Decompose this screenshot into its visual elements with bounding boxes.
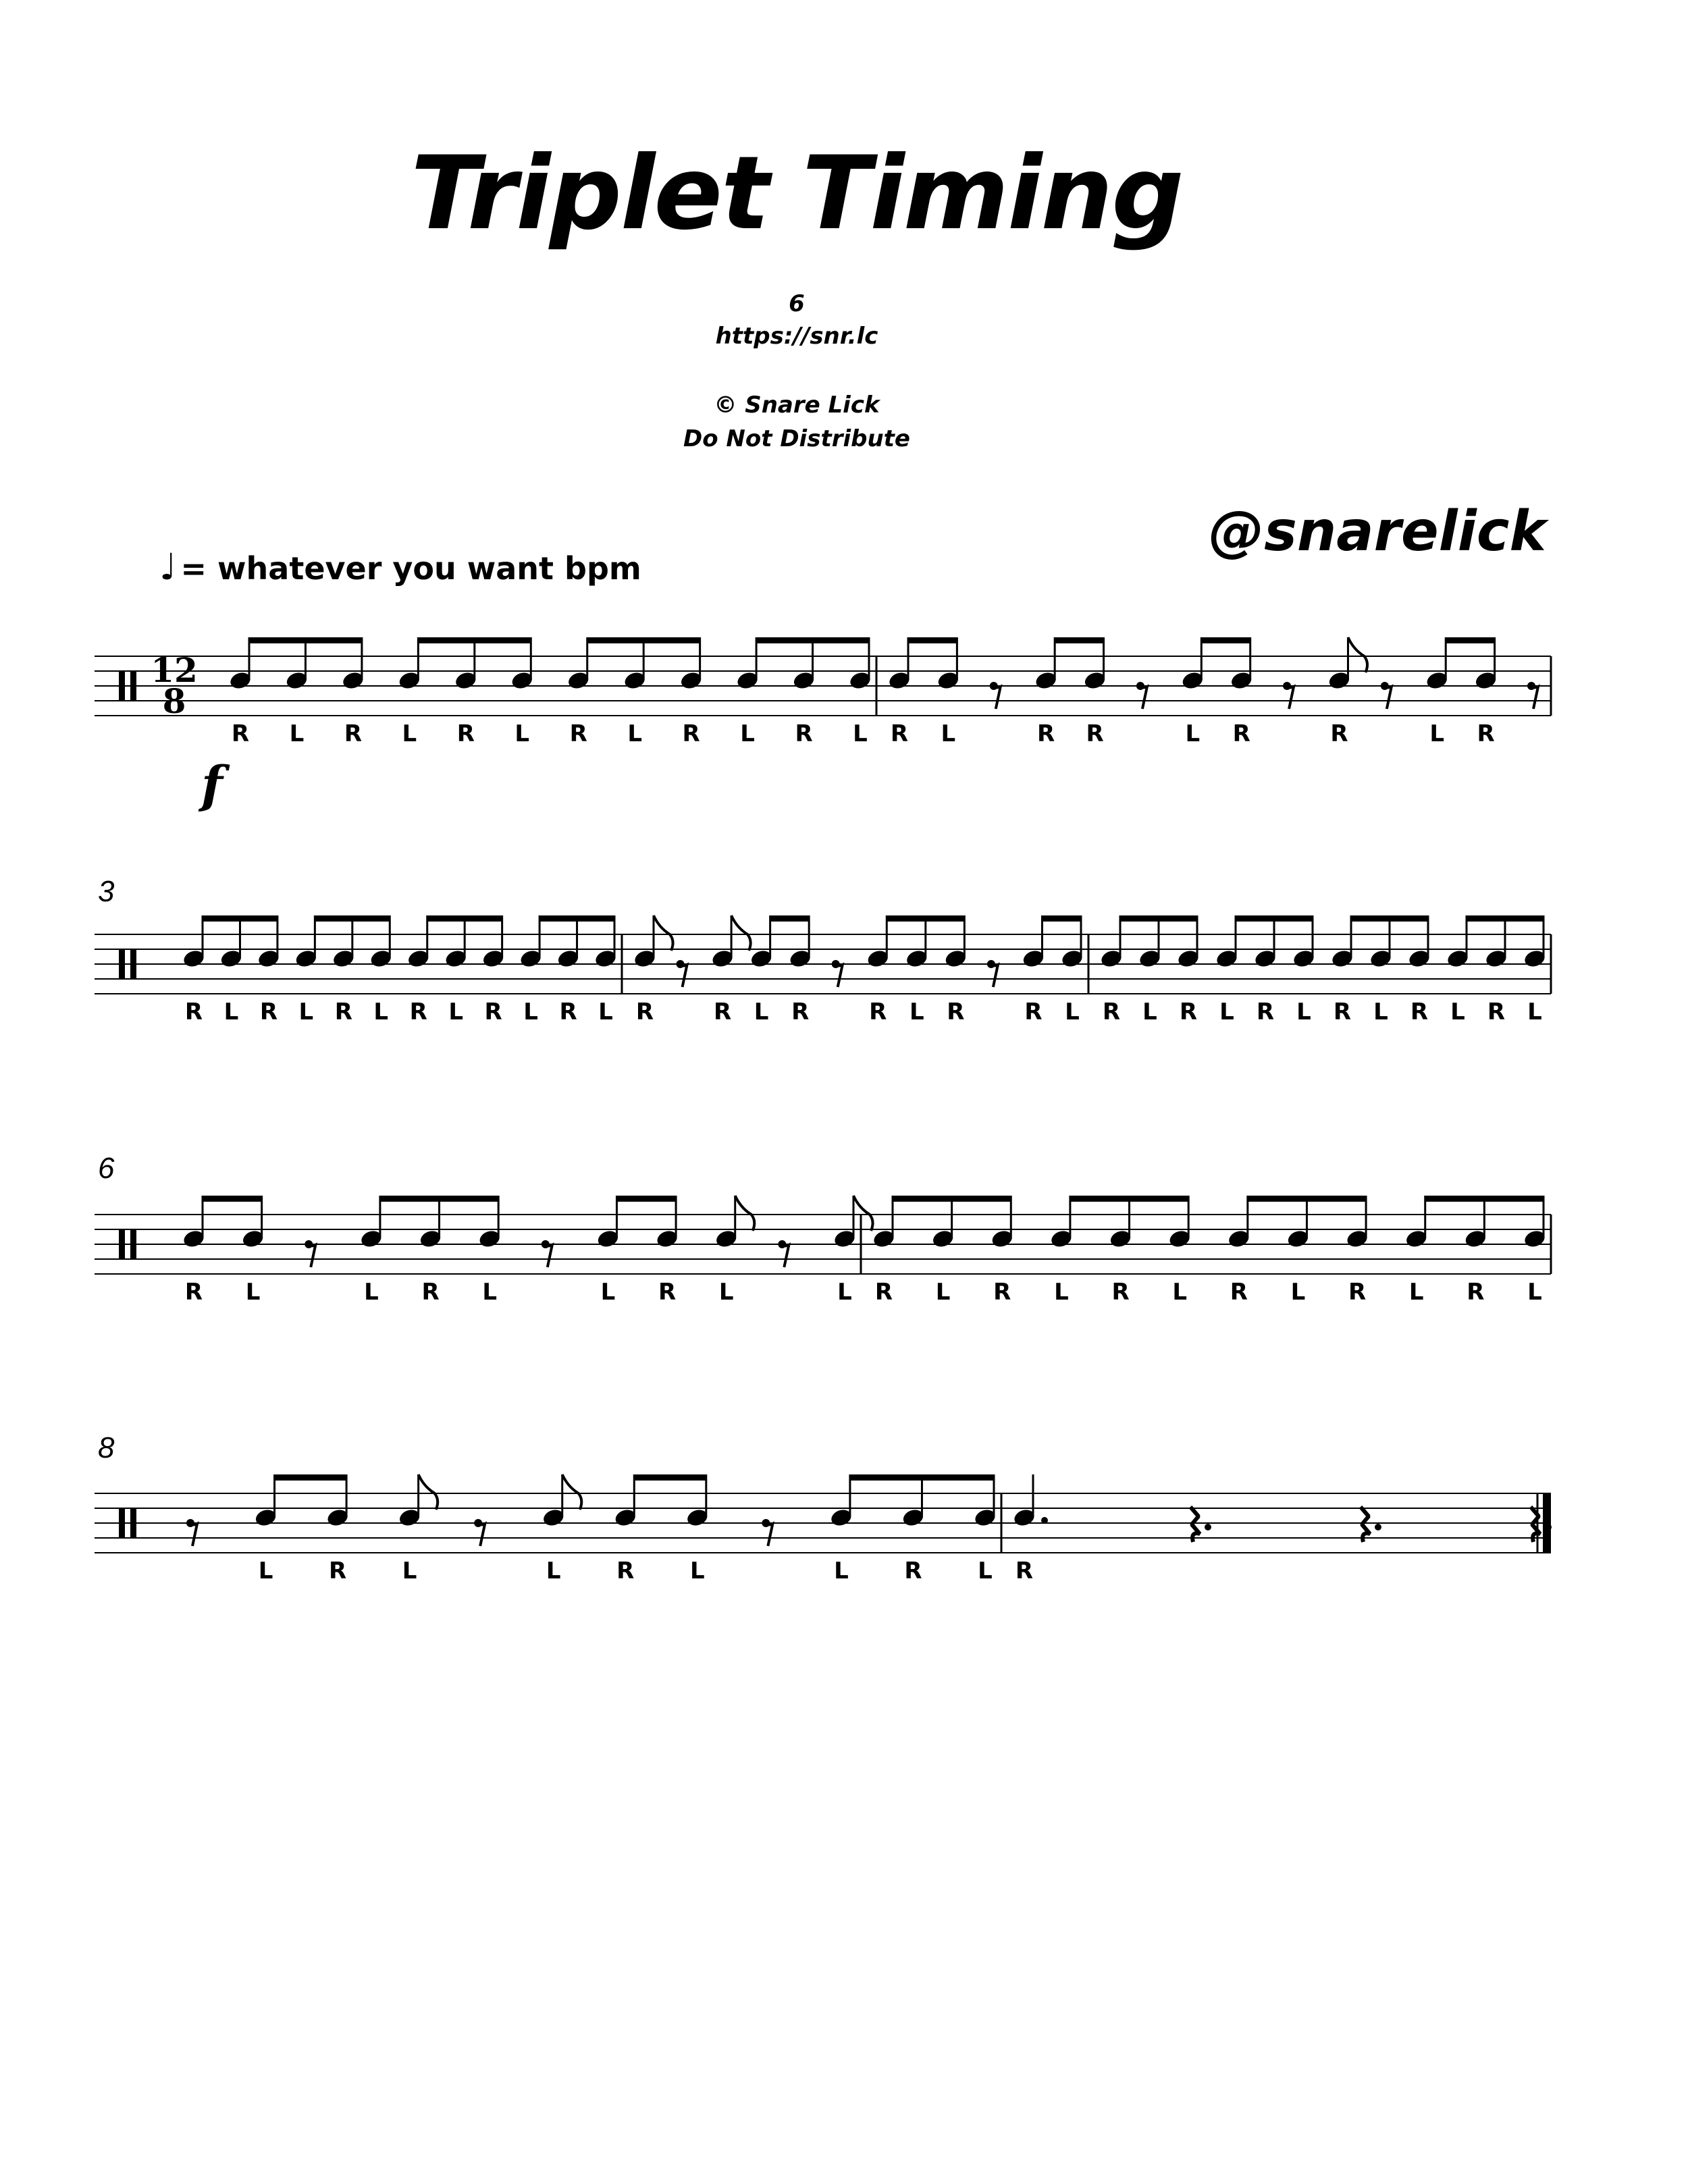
eighth-rest-dot (542, 1240, 550, 1248)
eighth-rest-dot (832, 960, 840, 968)
sticking-letter: R (904, 1557, 922, 1584)
social-handle[interactable]: @snarelick (1209, 500, 1546, 564)
sticking-letter: R (1467, 1279, 1485, 1306)
sticking-letter: L (523, 998, 538, 1026)
sticking-letter: L (1054, 1279, 1069, 1306)
sticking-letter: R (231, 720, 250, 747)
sticking-letter: R (993, 1279, 1011, 1306)
beam (427, 915, 502, 922)
sticking-letter: L (837, 1279, 852, 1306)
sticking-letter: L (258, 1557, 273, 1584)
eighth-rest-dot (990, 682, 998, 690)
beam (1247, 1196, 1365, 1202)
sticking-letter: R (409, 998, 427, 1026)
eighth-rest-dot (778, 1240, 786, 1248)
percussion-clef-bar (119, 949, 125, 979)
note-flag (654, 915, 673, 951)
time-signature-numerator: 12 (151, 650, 198, 690)
quarter-note-icon: ♩ (159, 545, 177, 588)
percussion-clef-bar (119, 1508, 125, 1538)
sticking-letter: L (515, 720, 530, 747)
eighth-rest-dot (474, 1519, 482, 1527)
note-flag (731, 915, 751, 951)
beam (539, 915, 614, 922)
beam (1445, 637, 1494, 643)
eighth-rest-dot (1527, 682, 1535, 690)
measure-number: 8 (98, 1431, 115, 1464)
sticking-letter: L (689, 1557, 705, 1584)
sticking-letter: R (1330, 720, 1348, 747)
sticking-letter: R (791, 998, 810, 1026)
sticking-letter: L (373, 998, 389, 1026)
eighth-rest-dot (1381, 682, 1389, 690)
exercise-number: 6 (789, 290, 805, 317)
beam (314, 915, 389, 922)
sticking-letter: R (658, 1279, 677, 1306)
sticking-letter: R (328, 1557, 347, 1584)
percussion-clef-bar (130, 671, 136, 701)
sticking-letter: R (1102, 998, 1121, 1026)
note-flag (1348, 637, 1367, 672)
sticking-letter: R (184, 998, 203, 1026)
sticking-letter: L (598, 998, 613, 1026)
sticking-letter: L (600, 1279, 616, 1306)
sticking-letter: L (1290, 1279, 1306, 1306)
sticking-letter: L (482, 1279, 498, 1306)
sticking-letter: L (718, 1279, 734, 1306)
sticking-letter: R (682, 720, 700, 747)
sticking-letter: L (1450, 998, 1465, 1026)
website-url[interactable]: https://snr.lc (715, 323, 878, 350)
distribution-notice: Do Not Distribute (683, 425, 910, 452)
augmentation-dot (1375, 1524, 1381, 1530)
eighth-rest-dot (987, 960, 995, 968)
sticking-letter: R (795, 720, 813, 747)
measure-number: 3 (98, 875, 115, 908)
sticking-letter: R (456, 720, 475, 747)
sticking-letter: L (935, 1279, 951, 1306)
sticking-letter: L (909, 998, 924, 1026)
sticking-letter: L (978, 1557, 993, 1584)
sticking-letter: L (223, 998, 239, 1026)
beam (1201, 637, 1249, 643)
sticking-letter: L (941, 720, 956, 747)
sticking-letter: L (546, 1557, 561, 1584)
beam (907, 637, 956, 643)
sticking-letter: R (1111, 1279, 1130, 1306)
sticking-letter: R (259, 998, 278, 1026)
percussion-clef-bar (130, 1229, 136, 1259)
beam (770, 915, 809, 922)
dynamic-forte: f (201, 756, 223, 814)
note-flag (735, 1196, 755, 1231)
sticking-letter: R (484, 998, 502, 1026)
eighth-rest-dot (186, 1519, 194, 1527)
measure-number: 6 (98, 1152, 115, 1185)
sticking-letter: L (1142, 998, 1157, 1026)
sticking-letter: L (853, 720, 868, 747)
sticking-letter: L (754, 998, 769, 1026)
beam (379, 1196, 498, 1202)
beam (1119, 915, 1196, 922)
sticking-letter: R (1348, 1279, 1367, 1306)
sticking-letter: L (1065, 998, 1080, 1026)
sticking-letter: L (245, 1279, 261, 1306)
sticking-letter: R (1487, 998, 1506, 1026)
time-signature-denominator: 8 (162, 681, 186, 721)
sticking-letter: L (402, 1557, 417, 1584)
beam (849, 1474, 993, 1481)
sticking-letter: R (1015, 1557, 1034, 1584)
sticking-letter: R (874, 1279, 893, 1306)
sticking-letter: L (1172, 1279, 1188, 1306)
augmentation-dot (1545, 1524, 1552, 1530)
beam (1425, 1196, 1543, 1202)
sticking-letter: L (627, 720, 643, 747)
sticking-letter: L (1408, 1279, 1424, 1306)
beam (1041, 915, 1080, 922)
sticking-letter: R (1232, 720, 1250, 747)
note-flag (419, 1474, 438, 1510)
eighth-rest-dot (762, 1519, 770, 1527)
beam (633, 1474, 706, 1481)
sticking-letter: L (448, 998, 464, 1026)
sticking-letter: R (713, 998, 732, 1026)
eighth-rest-dot (1136, 682, 1144, 690)
eighth-rest-dot (677, 960, 685, 968)
sticking-letter: R (947, 998, 965, 1026)
sticking-letter: R (334, 998, 352, 1026)
beam (587, 637, 700, 643)
beam (202, 1196, 261, 1202)
sticking-letter: R (635, 998, 654, 1026)
beam (1466, 915, 1543, 922)
sticking-letter: R (1410, 998, 1429, 1026)
tempo-text: = whatever you want bpm (180, 550, 641, 587)
percussion-clef-bar (130, 949, 136, 979)
sticking-letter: L (1527, 998, 1542, 1026)
page-title: Triplet Timing (411, 135, 1183, 252)
sticking-letter: R (421, 1279, 440, 1306)
augmentation-dot (1041, 1517, 1048, 1524)
beam (616, 1196, 675, 1202)
sticking-letter: L (834, 1557, 849, 1584)
note-flag (853, 1196, 873, 1231)
sticking-letter: R (1086, 720, 1104, 747)
sticking-letter: R (1037, 720, 1055, 747)
beam (886, 915, 964, 922)
beam (1070, 1196, 1188, 1202)
beam (892, 1196, 1010, 1202)
sticking-letter: L (289, 720, 305, 747)
sticking-letter: L (1373, 998, 1388, 1026)
percussion-clef-bar (119, 671, 125, 701)
sticking-letter: R (569, 720, 587, 747)
sticking-letter: L (364, 1279, 379, 1306)
beam (1054, 637, 1103, 643)
sticking-letter: L (1527, 1279, 1542, 1306)
sticking-letter: R (184, 1279, 203, 1306)
augmentation-dot (1205, 1524, 1211, 1530)
copyright-notice: © Snare Lick (714, 392, 880, 419)
sticking-letter: R (1230, 1279, 1248, 1306)
sticking-letter: R (1333, 998, 1352, 1026)
sticking-letter: L (298, 998, 314, 1026)
sticking-letter: L (1296, 998, 1311, 1026)
sticking-letter: L (740, 720, 755, 747)
sticking-letter: R (616, 1557, 635, 1584)
sticking-letter: R (890, 720, 909, 747)
sticking-letter: R (1179, 998, 1198, 1026)
sticking-letter: R (1477, 720, 1495, 747)
beam (274, 1474, 346, 1481)
percussion-clef-bar (130, 1508, 136, 1538)
sticking-letter: L (1185, 720, 1201, 747)
quarter-rest (1531, 1507, 1540, 1542)
note-flag (562, 1474, 582, 1510)
quarter-rest (1190, 1507, 1200, 1542)
sticking-letter: L (1219, 998, 1234, 1026)
percussion-clef-bar (119, 1229, 125, 1259)
sticking-letter: R (344, 720, 363, 747)
beam (756, 637, 868, 643)
eighth-rest-dot (305, 1240, 313, 1248)
sticking-letter: L (402, 720, 417, 747)
sticking-letter: R (869, 998, 887, 1026)
beam (248, 637, 361, 643)
sticking-letter: R (559, 998, 577, 1026)
beam (1235, 915, 1312, 922)
beam (417, 637, 530, 643)
sticking-letter: R (1256, 998, 1275, 1026)
sticking-letter: R (1024, 998, 1043, 1026)
final-barline-thick (1543, 1493, 1551, 1553)
sticking-letter: L (1429, 720, 1445, 747)
quarter-rest (1361, 1507, 1370, 1542)
beam (202, 915, 277, 922)
beam (1350, 915, 1427, 922)
eighth-rest-dot (1283, 682, 1291, 690)
